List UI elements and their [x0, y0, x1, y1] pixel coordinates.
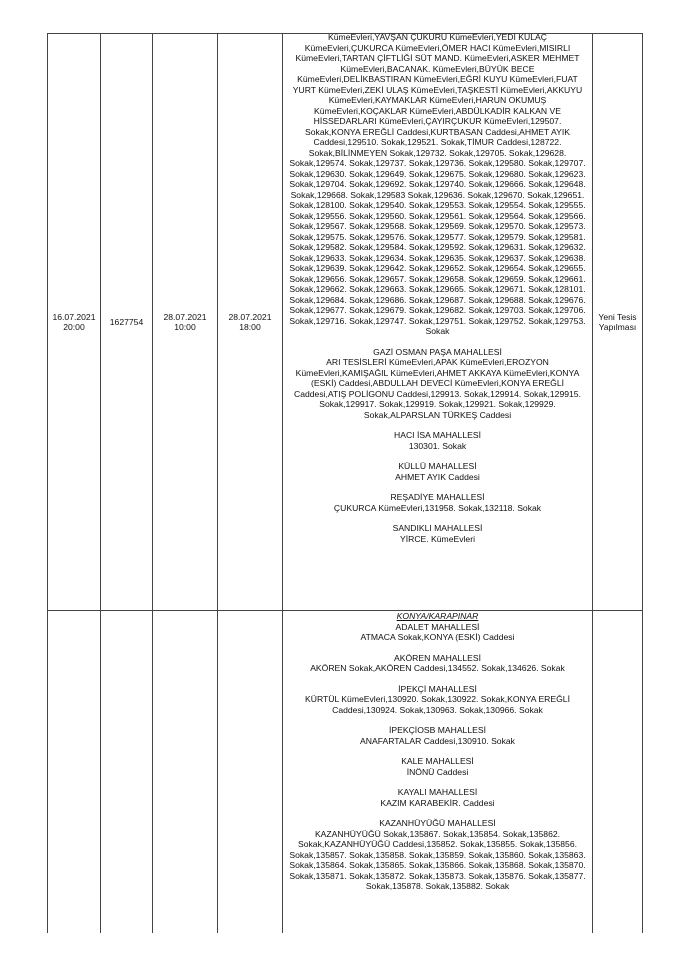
area-streets: 130301. Sokak	[408, 440, 467, 451]
area-streets: İNÖNÜ Caddesi	[406, 766, 469, 777]
notice-number-cell	[101, 34, 153, 611]
outage-start: 28.07.2021 10:00	[163, 311, 207, 332]
neighborhood-name: KÜLLÜ MAHALLESİ	[398, 461, 477, 471]
outage-end-cell	[218, 34, 283, 611]
area-block	[286, 818, 589, 892]
notice-date: 16.07.2021 20:00	[52, 311, 96, 332]
notice-date-cell	[48, 611, 101, 934]
area-streets: ÇUKURCA KümeEvleri,131958. Sokak,132118. Sokak	[333, 502, 542, 513]
area-streets: ANAFARTALAR Caddesi,130910. Sokak	[360, 735, 515, 746]
affected-areas	[283, 611, 592, 892]
table-row	[48, 34, 643, 611]
neighborhood-name: REŞADİYE MAHALLESİ	[390, 492, 485, 502]
area-streets: KümeEvleri,YAVŞAN ÇUKURU KümeEvleri,YEDİ KULAÇ KümeEvleri,ÇUKURCA KümeEvleri,ÖMER HACI KümeEvleri,MISIRLI KümeEvleri,TARTAN ÇİFTLİĞİ SÜT MAND. KümeEvleri,ASKER MEHMET KümeEvleri,BACANAK. KümeEvleri,BÜYÜK BECE KümeEvleri,DELİKBASTIRAN KümeEvleri,EĞRİ KUYU KümeEvleri,FUAT YURT KümeEvleri,ZEKİ ULAŞ KümeEvleri,TAŞKESTİ KümeEvleri,AKKUYU KümeEvleri,KAYMAKLAR KümeEvleri,HARUN OKUMUŞ KümeEvleri,KOÇAKLAR KümeEvleri,ABDÜLKADİR KALKAN VE HİSSEDARLARI KümeEvleri,ÇAYIRÇUKUR KümeEvleri,129507. Sokak,KONYA EREĞLİ Caddesi,KURTBASAN Caddesi,AHMET AYIK Caddesi,129510. Sokak,129521. Sokak,TİMUR Caddesi,128722. Sokak,BİLİNMEYEN Sokak,129732. Sokak,129705. Sokak,129628. Sokak,129574. Sokak,129737. Sokak,129736. Sokak,129580. Sokak,129707. Sokak,129630. Sokak,129649. Sokak,129675. Sokak,129680. Sokak,129623. Sokak,129704. Sokak,129692. Sokak,129740. Sokak,129666. Sokak,129648. Sokak,129668. Sokak,129583 Sokak,129636. Sokak,129670. Sokak,129651. Sokak,128100. Sokak,129540. Sokak,129553. Sokak,129554. Sokak,129555. Sokak,129556. Sokak,129560. Sokak,129561. Sokak,129564. Sokak,129566. Sokak,129567. Sokak,129568. Sokak,129569. Sokak,129570. Sokak,129573. Sokak,129575. Sokak,129576. Sokak,129577. Sokak,129579. Sokak,129581. Sokak,129582. Sokak,129584. Sokak,129592. Sokak,129631. Sokak,129632. Sokak,129633. Sokak,129634. Sokak,129635. Sokak,129637. Sokak,129638. Sokak,129639. Sokak,129642. Sokak,129652. Sokak,129654. Sokak,129655. Sokak,129656. Sokak,129657. Sokak,129658. Sokak,129659. Sokak,129661. Sokak,129662. Sokak,129663. Sokak,129665. Sokak,129671. Sokak,128101. Sokak,129684. Sokak,129686. Sokak,129687. Sokak,129688. Sokak,129676. Sokak,129677. Sokak,129679. Sokak,129682. Sokak,129703. Sokak,129706. Sokak,129716. Sokak,129747. Sokak,129751. Sokak,129752. Sokak,129753. Sokak	[289, 32, 586, 336]
neighborhood-name: KAYALI MAHALLESİ	[397, 787, 478, 797]
area-streets: ARI TESİSLERİ KümeEvleri,APAK KümeEvleri,EROZYON KümeEvleri,KAMIŞAĞIL KümeEvleri,AHMET AKKAYA KümeEvleri,KONYA (ESKİ) Caddesi,ABDULLAH DEVECİ KümeEvleri,KONYA EREĞLİ Caddesi,ATIŞ POLİGONU Caddesi,129913. Sokak,129914. Sokak,129915. Sokak,129917. Sokak,129919. Sokak,129921. Sokak,129929. Sokak,ALPARSLAN TÜRKEŞ Caddesi	[294, 357, 581, 420]
neighborhood-name: HACI İSA MAHALLESİ	[394, 430, 481, 440]
neighborhood-name: KAZANHÜYÜĞÜ MAHALLESİ	[379, 818, 496, 828]
area-block	[286, 430, 589, 451]
table-row	[48, 611, 643, 934]
notice-number-cell	[101, 611, 153, 934]
work-type-cell	[593, 34, 643, 611]
work-type-cell	[593, 611, 643, 934]
affected-areas	[283, 32, 592, 544]
area-block	[286, 756, 589, 777]
area-streets: YİRCE. KümeEvleri	[400, 533, 475, 544]
neighborhood-name: KALE MAHALLESİ	[401, 756, 474, 766]
area-block	[286, 622, 589, 643]
neighborhood-name: İPEKÇİ MAHALLESİ	[398, 683, 477, 694]
area-block	[286, 461, 589, 482]
area-block	[286, 787, 589, 808]
area-block	[286, 32, 589, 337]
work-type: Yeni Tesis Yapılması	[598, 311, 637, 332]
area-streets: KAZIM KARABEKİR. Caddesi	[380, 797, 495, 808]
neighborhood-name: AKÖREN MAHALLESİ	[394, 652, 481, 663]
neighborhood-name: SANDIKLI MAHALLESİ	[392, 523, 483, 533]
area-streets: KAZANHÜYÜĞÜ Sokak,135867. Sokak,135854. Sokak,135862. Sokak,KAZANHÜYÜĞÜ Caddesi,135852. Sokak,135855. Sokak,135856. Sokak,135857. Sokak,135858. Sokak,135859. Sokak,135860. Sokak,135863. Sokak,135864. Sokak,135865. Sokak,135866. Sokak,135868. Sokak,135870. Sokak,135871. Sokak,135872. Sokak,135873. Sokak,135876. Sokak,135877. Sokak,135878. Sokak,135882. Sokak	[289, 828, 586, 891]
area-block	[286, 523, 589, 544]
area-block	[286, 684, 589, 716]
neighborhood-name: İPEKÇİOSB MAHALLESİ	[389, 725, 486, 735]
affected-areas-cell	[283, 34, 593, 611]
notice-number: 1627754	[109, 316, 144, 327]
neighborhood-name: ADALET MAHALLESİ	[395, 621, 480, 632]
neighborhood-name: GAZİ OSMAN PAŞA MAHALLESİ	[373, 346, 502, 357]
notice-date-cell	[48, 34, 101, 611]
province-district: KONYA/KARAPINAR	[396, 611, 479, 621]
area-streets: AHMET AYIK Caddesi	[395, 471, 480, 482]
outage-start-cell	[153, 34, 218, 611]
outage-start-cell	[153, 611, 218, 934]
outage-end-cell	[218, 611, 283, 934]
area-block	[286, 653, 589, 674]
area-streets: ATMACA Sokak,KONYA (ESKİ) Caddesi	[360, 632, 515, 642]
affected-areas-cell	[283, 611, 593, 934]
area-block	[286, 725, 589, 746]
area-block	[286, 347, 589, 421]
outage-table	[47, 33, 643, 933]
area-block	[286, 492, 589, 513]
area-streets: KÜRTÜL KümeEvleri,130920. Sokak,130922. Sokak,KONYA EREĞLİ Caddesi,130924. Sokak,130963. Sokak,130966. Sokak	[305, 694, 570, 715]
area-streets: AKÖREN Sokak,AKÖREN Caddesi,134552. Sokak,134626. Sokak	[310, 663, 565, 673]
outage-end: 28.07.2021 18:00	[228, 311, 272, 332]
